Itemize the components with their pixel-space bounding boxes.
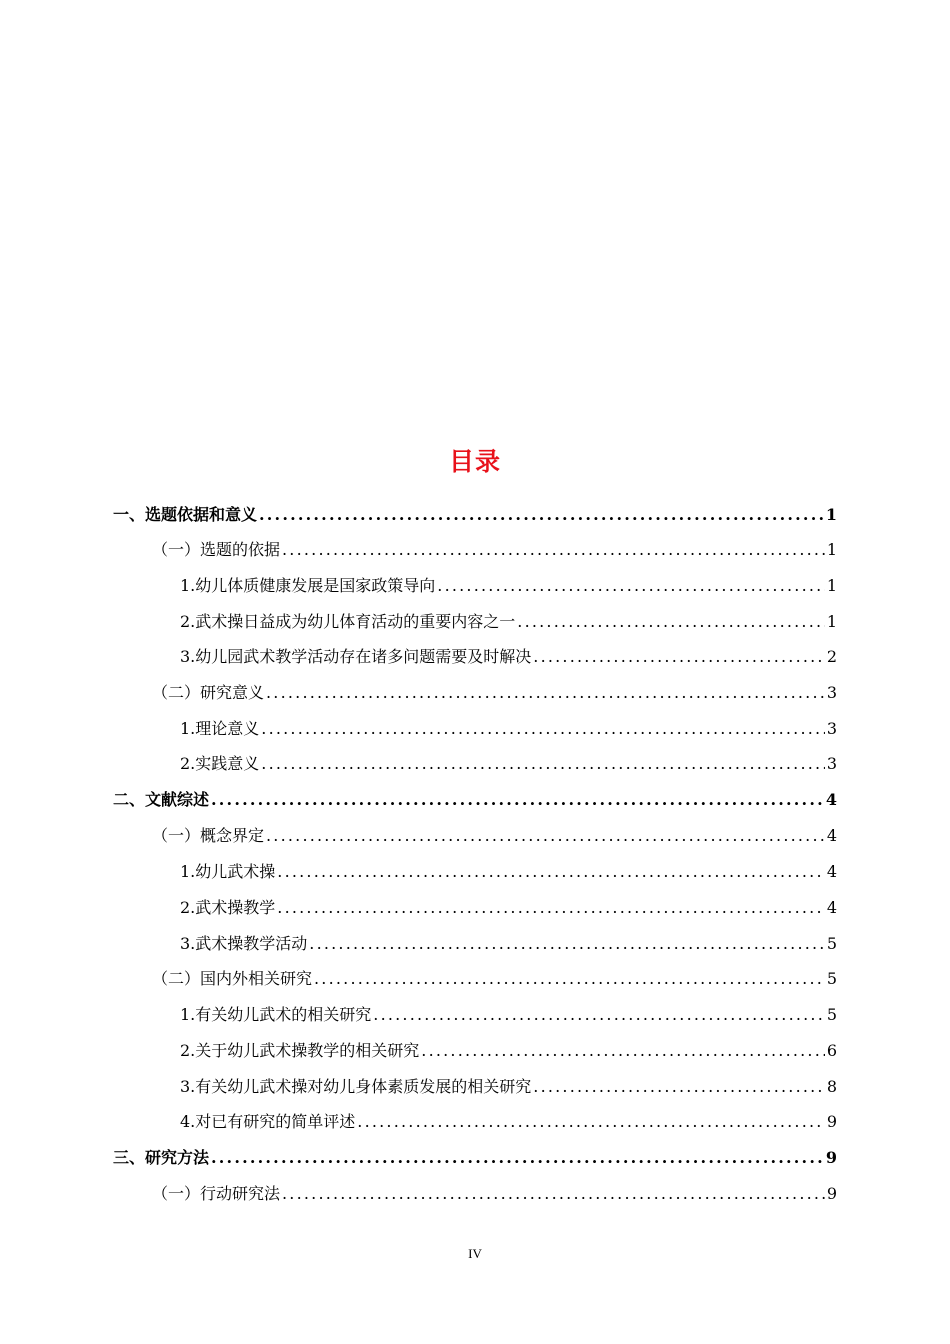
toc-page-number: 5	[826, 1005, 837, 1024]
toc-entry-label: 1.理论意义	[180, 719, 260, 738]
toc-entry-label: （一）概念界定	[152, 826, 265, 845]
toc-page-number: 9	[826, 1112, 837, 1131]
toc-entry-label: 1.幼儿武术操	[180, 862, 276, 881]
toc-page-number: 3	[826, 683, 837, 702]
toc-entry[interactable]	[180, 1039, 837, 1063]
toc-entry[interactable]	[180, 1110, 837, 1134]
toc-dot-leader	[211, 1146, 824, 1170]
toc-entry-label: 1.有关幼儿武术的相关研究	[180, 1005, 372, 1024]
toc-dot-leader	[266, 824, 825, 848]
toc-dot-leader	[282, 538, 825, 562]
toc-entry-label: （一）选题的依据	[152, 540, 281, 559]
toc-entry[interactable]	[180, 1075, 837, 1099]
toc-page-number: 8	[826, 1077, 837, 1096]
toc-entry[interactable]	[113, 1146, 837, 1170]
toc-entry[interactable]	[152, 967, 837, 991]
toc-entry[interactable]	[113, 788, 837, 812]
toc-entry-label: （二）国内外相关研究	[152, 969, 313, 988]
toc-dot-leader	[259, 503, 824, 527]
toc-dot-leader	[533, 1075, 825, 1099]
toc-dot-leader	[309, 932, 825, 956]
toc-title: 目录	[448, 447, 501, 476]
toc-entry-label: 2.实践意义	[180, 754, 260, 773]
toc-dot-leader	[421, 1039, 825, 1063]
toc-dot-leader	[211, 788, 824, 812]
toc-page-number: 1	[825, 505, 837, 524]
toc-dot-leader	[517, 610, 825, 634]
toc-entry-label: 一、选题依据和意义	[113, 505, 258, 524]
toc-entry-label: 三、研究方法	[113, 1148, 210, 1167]
toc-entry[interactable]	[152, 824, 837, 848]
toc-entry[interactable]	[180, 645, 837, 669]
toc-entry[interactable]	[152, 681, 837, 705]
toc-entry[interactable]	[180, 574, 837, 598]
toc-entry-label: 二、文献综述	[113, 790, 210, 809]
toc-dot-leader	[533, 645, 825, 669]
page-number-footer: IV	[468, 1246, 482, 1261]
toc-entry-label: 3.武术操教学活动	[180, 934, 308, 953]
toc-page-number: 4	[826, 862, 837, 881]
toc-dot-leader	[261, 717, 825, 741]
toc-page-number: 3	[826, 719, 837, 738]
toc-entry-label: （一）行动研究法	[152, 1184, 281, 1203]
toc-page-number: 3	[826, 754, 837, 773]
toc-page-number: 5	[826, 969, 837, 988]
toc-page-number: 4	[825, 790, 837, 809]
toc-dot-leader	[266, 681, 825, 705]
toc-page-number: 5	[826, 934, 837, 953]
toc-entry-label: 2.武术操日益成为幼儿体育活动的重要内容之一	[180, 612, 516, 631]
toc-page-number: 1	[826, 576, 837, 595]
toc-entry[interactable]	[152, 538, 837, 562]
toc-page-number: 1	[826, 540, 837, 559]
toc-page-number: 4	[826, 898, 837, 917]
toc-entry[interactable]	[180, 860, 837, 884]
toc-page-number: 9	[826, 1184, 837, 1203]
toc-entry[interactable]	[180, 1003, 837, 1027]
toc-page-number: 6	[826, 1041, 837, 1060]
toc-entry[interactable]	[180, 752, 837, 776]
toc-entry-label: （二）研究意义	[152, 683, 265, 702]
toc-dot-leader	[282, 1182, 825, 1206]
toc-entry[interactable]	[180, 610, 837, 634]
toc-page-number: 1	[826, 612, 837, 631]
toc-page-number: 9	[825, 1148, 837, 1167]
toc-dot-leader	[357, 1110, 825, 1134]
toc-dot-leader	[261, 752, 825, 776]
toc-entry-label: 2.武术操教学	[180, 898, 276, 917]
toc-dot-leader	[277, 896, 825, 920]
toc-dot-leader	[437, 574, 825, 598]
toc-dot-leader	[277, 860, 825, 884]
toc-entry-label: 1.幼儿体质健康发展是国家政策导向	[180, 576, 436, 595]
toc-page-number: 4	[826, 826, 837, 845]
toc-entry-label: 2.关于幼儿武术操教学的相关研究	[180, 1041, 420, 1060]
toc-entry[interactable]	[180, 717, 837, 741]
toc-entry-label: 3.有关幼儿武术操对幼儿身体素质发展的相关研究	[180, 1077, 532, 1096]
toc-entry-label: 3.幼儿园武术教学活动存在诸多问题需要及时解决	[180, 647, 532, 666]
toc-entry[interactable]	[180, 896, 837, 920]
toc-entry[interactable]	[113, 503, 837, 527]
toc-page-number: 2	[826, 647, 837, 666]
toc-dot-leader	[314, 967, 825, 991]
toc-entry[interactable]	[152, 1182, 837, 1206]
toc-dot-leader	[373, 1003, 825, 1027]
toc-entry-label: 4.对已有研究的简单评述	[180, 1112, 356, 1131]
toc-entry[interactable]	[180, 932, 837, 956]
